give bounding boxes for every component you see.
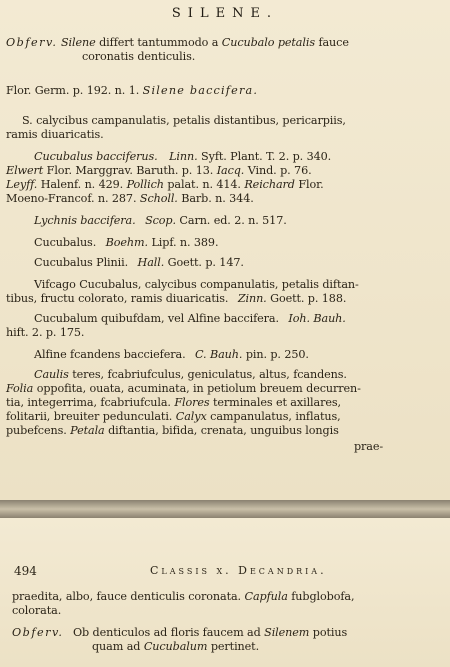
text-line: Flor. Germ. p. 192. n. 1. Silene baccifera. (6, 84, 259, 97)
text-line: Moeno-Francof. n. 287. Scholl. Barb. n. 344. (6, 192, 254, 205)
text-line: colorata. (12, 604, 62, 617)
running-title: SILENE. (171, 6, 279, 21)
page-bottom (0, 518, 450, 667)
page-number: 494 (14, 564, 37, 578)
text-line: coronatis denticulis. (82, 50, 196, 63)
text-line: praedita, albo, fauce denticulis coronata. Capfula fubglobofa, (12, 590, 355, 603)
text-line: folitarii, breuiter pedunculati. Calyx campanulatus, inflatus, (6, 410, 341, 423)
text-line: Elwert Flor. Marggrav. Baruth. p. 13. Iacq. Vind. p. 76. (6, 164, 312, 177)
text-line: tia, integerrima, fcabriufcula. Flores terminales et axillares, (6, 396, 341, 409)
text-line: Cucubalus bacciferus. Linn. Syft. Plant. T. 2. p. 340. (34, 150, 332, 163)
text-line: quam ad Cucubalum pertinet. (92, 640, 260, 653)
text-line: ramis diuaricatis. (6, 128, 104, 141)
text-line: Obferv. Ob denticulos ad floris faucem ad Silenem potius (12, 626, 348, 639)
page-gap (0, 500, 450, 518)
catchword: prae- (354, 440, 384, 453)
text-line: Cucubalus. Boehm. Lipf. n. 389. (34, 236, 219, 249)
text-line: Folia oppofita, ouata, acuminata, in petiolum breuem decurren- (6, 382, 361, 395)
text-line: pubefcens. Petala diftantia, bifida, crenata, unguibus longis (6, 424, 339, 437)
text-line: Leyff. Halenf. n. 429. Pollich palat. n. 414. Reichard Flor. (6, 178, 324, 191)
text-line: Caulis teres, fcabriufculus, geniculatus, altus, fcandens. (34, 368, 347, 381)
text-line: Vifcago Cucubalus, calycibus companulatis, petalis diftan- (34, 278, 359, 291)
text-line: Lychnis baccifera. Scop. Carn. ed. 2. n. 517. (34, 214, 287, 227)
text-line: hift. 2. p. 175. (6, 326, 85, 339)
running-head: Classis x. Decandria. (150, 564, 327, 577)
text-line: tibus, fructu colorato, ramis diuaricatis. Zinn. Goett. p. 188. (6, 292, 347, 305)
text-line: S. calycibus campanulatis, petalis distantibus, pericarpiis, (22, 114, 346, 127)
text-line: Cucubalus Plinii. Hall. Goett. p. 147. (34, 256, 244, 269)
text-line: Obferv. Silene differt tantummodo a Cucubalo petalis fauce (6, 36, 349, 49)
text-line: Cucubalum quibufdam, vel Alfine baccifera. Ioh. Bauh. (34, 312, 346, 325)
text-line: Alfine fcandens bacciefera. C. Bauh. pin. p. 250. (34, 348, 309, 361)
